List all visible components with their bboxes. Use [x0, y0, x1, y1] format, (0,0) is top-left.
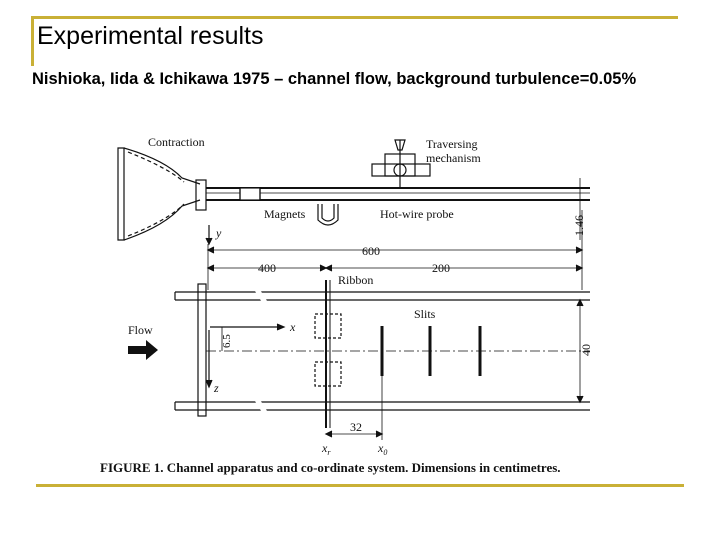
flange: [196, 180, 206, 210]
dim-total-length: 600: [362, 244, 380, 258]
label-flow: Flow: [128, 323, 153, 337]
slide-subtitle: Nishioka, Iida & Ichikawa 1975 – channel flow, background turbulence=0.05%: [32, 70, 637, 88]
label-axis-x0: $x_0$: [378, 441, 388, 457]
contraction-shape: [118, 148, 124, 240]
traversing-mechanism: [372, 164, 430, 176]
dim-offset: 6.5: [221, 334, 233, 348]
label-axis-y: y: [216, 226, 222, 240]
flow-arrow: [128, 340, 158, 360]
dim-ribbon-to-x0: 32: [350, 420, 362, 434]
bottom-rule: [36, 484, 684, 487]
label-ribbon: Ribbon: [338, 273, 374, 287]
figure-caption: FIGURE 1. Channel apparatus and co-ordinate system. Dimensions in centimetres.: [100, 460, 561, 475]
label-magnets: Magnets: [264, 207, 306, 221]
label-traversing-2: mechanism: [426, 151, 481, 165]
magnets-shape: [318, 204, 338, 225]
label-axis-xr: $x_r$: [322, 441, 331, 457]
label-contraction: Contraction: [148, 135, 205, 149]
dim-width: 40: [579, 344, 593, 356]
label-axis-z: z: [214, 381, 219, 395]
plan-view: [175, 280, 590, 440]
dim-upstream: 400: [258, 261, 276, 275]
dim-height: 1.46: [572, 215, 586, 236]
label-axis-x: x: [290, 320, 296, 334]
flange-plan: [198, 284, 206, 416]
side-view: [118, 140, 590, 290]
slide-title: Experimental results: [37, 22, 264, 50]
label-traversing-1: Traversing: [426, 137, 478, 151]
label-slits: Slits: [414, 307, 436, 321]
label-hot-wire-probe: Hot-wire probe: [380, 207, 454, 221]
dim-downstream: 200: [432, 261, 450, 275]
